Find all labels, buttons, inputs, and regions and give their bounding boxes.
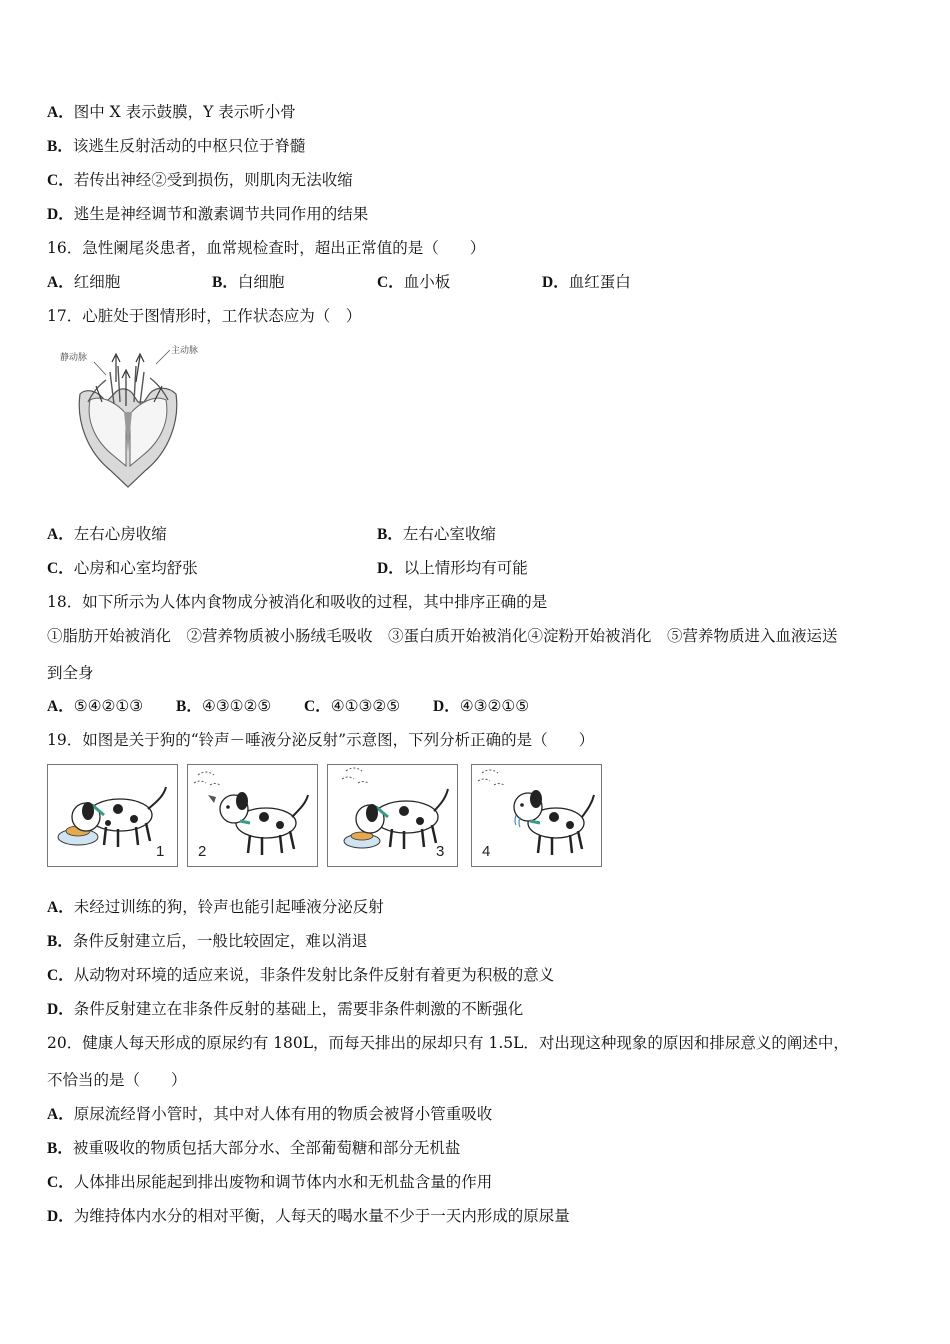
dog-bell-illustration (188, 765, 316, 865)
q19-option-a: A．未经过训练的狗，铃声也能引起唾液分泌反射 (47, 898, 384, 916)
q19-option-d: D．条件反射建立在非条件反射的基础上，需要非条件刺激的不断强化 (47, 1000, 524, 1018)
q20-option-c: C．人体排出尿能起到排出废物和调节体内水和无机盐含量的作用 (47, 1173, 493, 1191)
q17-option-d: D．以上情形均有可能 (377, 559, 528, 577)
q16-stem: 16．急性阑尾炎患者，血常规检查时，超出正常值的是（ ） (47, 239, 486, 257)
dog-salivating-illustration (472, 765, 600, 865)
q16-option-c: C．血小板 (377, 273, 451, 291)
dog-panel-4 (471, 764, 602, 867)
q18-option-d: D．④③②①⑤ (433, 697, 530, 715)
q17-stem: 17．心脏处于图情形时，工作状态应为（ ） (47, 307, 362, 325)
q18-option-a: A．⑤④②①③ (47, 697, 144, 715)
dog-panel-3 (327, 764, 458, 867)
q17-option-c: C．心房和心室均舒张 (47, 559, 198, 577)
q16-option-d: D．血红蛋白 (542, 273, 631, 291)
heart-diagram-svg (58, 342, 218, 490)
q18-items-cont: 到全身 (47, 664, 94, 682)
q19-stem: 19．如图是关于狗的“铃声－唾液分泌反射”示意图，下列分析正确的是（ ） (47, 731, 595, 749)
q18-stem: 18．如下所示为人体内食物成分被消化和吸收的过程，其中排序正确的是 (47, 593, 548, 611)
q20-option-d: D．为维持体内水分的相对平衡，人每天的喝水量不少于一天内形成的原尿量 (47, 1207, 570, 1225)
heart-diagram (58, 342, 218, 490)
dog-panel-3-number: 3 (436, 843, 445, 860)
q20-stem: 20．健康人每天形成的原尿约有 180L，而每天排出的尿却只有 1.5L．对出现这种现象的原因和排尿意义的阐述中， (47, 1034, 849, 1052)
q20-stem-cont: 不恰当的是（ ） (47, 1071, 187, 1089)
q15-option-a: A．图中 X 表示鼓膜，Y 表示听小骨 (47, 103, 296, 121)
q19-option-c: C．从动物对环境的适应来说，非条件发射比条件反射有着更为积极的意义 (47, 966, 555, 984)
heart-label-right: 主动脉 (171, 346, 199, 356)
dog-panel-2-number: 2 (198, 843, 207, 860)
q20-option-a: A．原尿流经肾小管时，其中对人体有用的物质会被肾小管重吸收 (47, 1105, 493, 1123)
dog-panel-4-number: 4 (482, 843, 491, 860)
q15-option-c: C．若传出神经②受到损伤，则肌肉无法收缩 (47, 171, 353, 189)
heart-label-left: 静动脉 (60, 353, 88, 363)
dog-panel-1-number: 1 (156, 843, 165, 860)
q20-option-b: B．被重吸收的物质包括大部分水、全部葡萄糖和部分无机盐 (47, 1139, 461, 1157)
q15-option-b: B．该逃生反射活动的中枢只位于脊髓 (47, 137, 306, 155)
dog-panel-2 (187, 764, 318, 867)
q18-option-b: B．④③①②⑤ (176, 697, 272, 715)
q18-items: ①脂肪开始被消化 ②营养物质被小肠绒毛吸收 ③蛋白质开始被消化④淀粉开始被消化 ⑤营养物质进入血液运送 (47, 627, 838, 645)
dog-panel-1 (47, 764, 178, 867)
q15-option-d: D．逃生是神经调节和激素调节共同作用的结果 (47, 205, 369, 223)
q17-option-b: B．左右心室收缩 (377, 525, 496, 543)
q16-option-b: B．白细胞 (212, 273, 285, 291)
q17-option-a: A．左右心房收缩 (47, 525, 167, 543)
q18-option-c: C．④①③②⑤ (304, 697, 401, 715)
q19-option-b: B．条件反射建立后，一般比较固定，难以消退 (47, 932, 368, 950)
q16-option-a: A．红细胞 (47, 273, 121, 291)
